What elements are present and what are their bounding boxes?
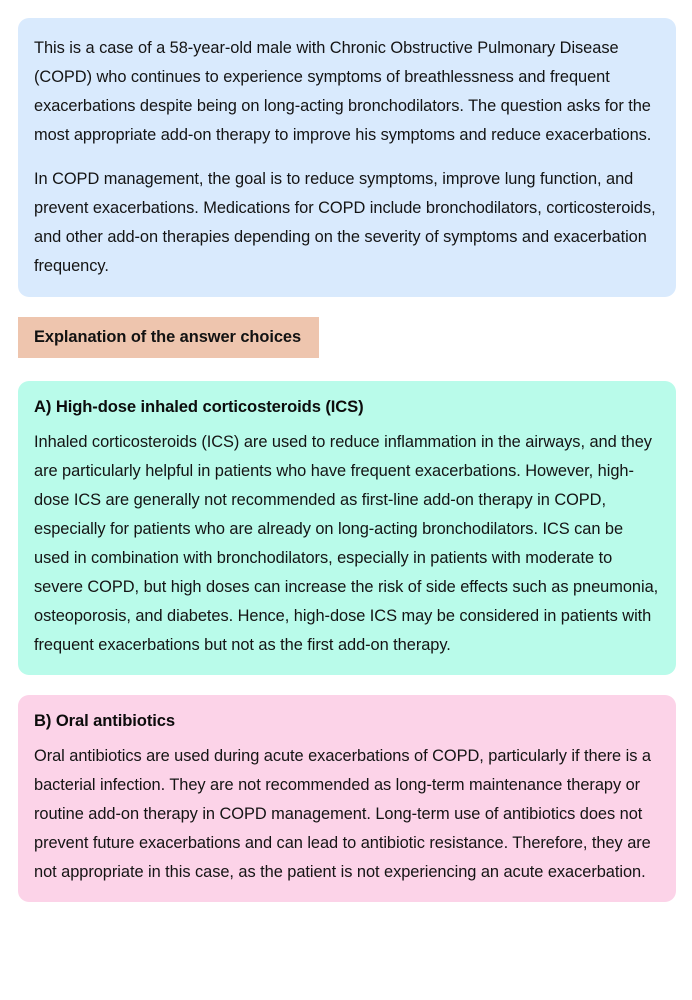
answer-choices-section-header <box>18 317 319 358</box>
answer-choice-b-title: B) Oral antibiotics <box>34 711 176 730</box>
case-summary-paragraph-1: This is a case of a 58-year-old male with Chronic Obstructive Pulmonary Disease (COPD) who continues to experience symptoms of breathlessness and frequent exacerbations despite being on long-acting bronchodilators. The question asks for the most appropriate add-on therapy to improve his symptoms and reduce exacerbations. <box>34 39 652 144</box>
answer-choice-a-body: Inhaled corticosteroids (ICS) are used to reduce inflammation in the airways, and they are particularly helpful in patients who have frequent exacerbations. However, high-dose ICS are generally not recommended as first-line add-on therapy in COPD, especially for patients who are already on long-acting bronchodilators. ICS can be used in combination with bronchodilators, especially in patients with moderate to severe COPD, but high doses can increase the risk of side effects such as pneumonia, osteoporosis, and diabetes. Hence, high-dose ICS may be considered in patients with frequent exacerbations but not as the first add-on therapy. <box>34 433 659 654</box>
answer-choices-section-header-label: Explanation of the answer choices <box>34 328 302 346</box>
answer-choice-a-panel <box>18 381 676 675</box>
answer-choice-b-panel <box>18 695 676 902</box>
answer-choice-a-title: A) High-dose inhaled corticosteroids (ICS) <box>34 397 364 416</box>
case-summary-paragraph-2: In COPD management, the goal is to reduce symptoms, improve lung function, and prevent exacerbations. Medications for COPD include bronchodilators, corticosteroids, and other add-on therapies depending on the severity of symptoms and exacerbation frequency. <box>34 170 656 275</box>
answer-choice-b-body: Oral antibiotics are used during acute exacerbations of COPD, particularly if there is a bacterial infection. They are not recommended as long-term maintenance therapy or routine add-on therapy in COPD management. Long-term use of antibiotics does not prevent future exacerbations and can lead to antibiotic resistance. Therefore, they are not appropriate in this case, as the patient is not experiencing an acute exacerbation. <box>34 747 651 881</box>
case-summary-panel <box>18 18 676 297</box>
